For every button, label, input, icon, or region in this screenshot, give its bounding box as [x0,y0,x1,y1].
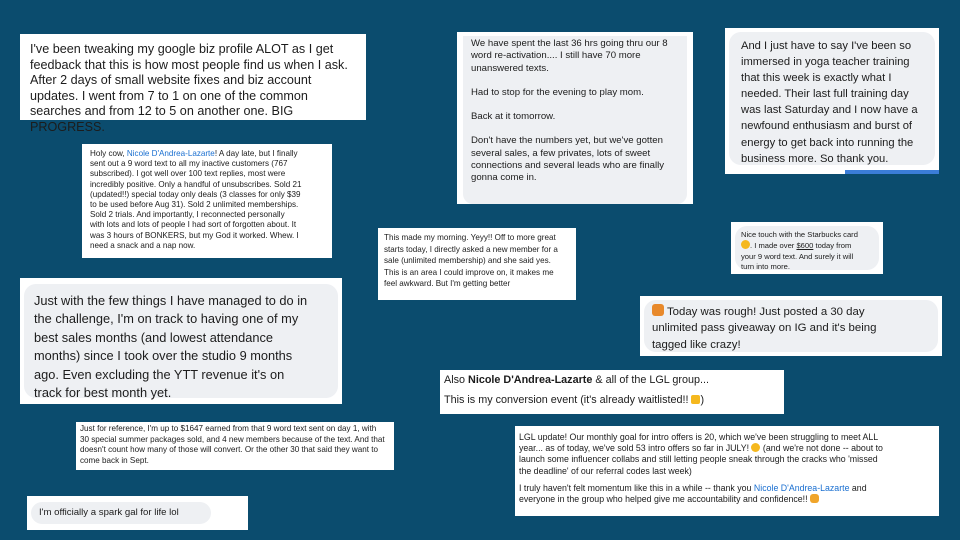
testimonial-lgl-update [515,426,939,516]
text-segment: everyone in the group who helped give me accountability and confidence!! [519,494,810,505]
amount-link[interactable]: $600 [796,241,814,251]
text-line: unanswered texts. [471,62,549,74]
text-line: subscribed). I got well over 100 text replies, most were [90,169,286,179]
testimonial-made-my-morning [378,228,576,300]
testimonial-google-biz [20,34,366,134]
party-popper-emoji-icon [691,395,700,404]
text-line: ago. Even excluding the YTT revenue it's on [34,366,285,382]
text-line: was 3 hours of BONKERS, but my God it worked. Whew. I [90,230,299,240]
text-line: LGL update! Our monthly goal for intro offers is 20, which we've been struggling to meet ALL [519,432,879,442]
text-line: searches and from 12 to 5 on another one. BIG PROGRESS. [30,104,294,134]
text-line: your 9 word text. And surely it will [741,251,854,261]
text-line: Had to stop for the evening to play mom. [471,86,644,98]
testimonial-conversion-event [440,370,784,414]
text-line: I've been tweaking my google biz profile ALOT as I get [30,42,334,56]
message-bubble [31,502,211,524]
text-line [652,304,930,320]
testimonial-best-sales-month [20,278,342,404]
text-segment: I truly haven't felt momentum like this in a while -- thank you [519,482,754,493]
text-line: (updated!!) special today only deals (3 classes for only $39 [90,189,301,199]
text-segment: This is my conversion event (it's already waitlisted!! [444,394,692,406]
message-bubble [729,32,935,165]
text-segment: and [849,482,867,493]
testimonial-yoga-teacher-training [725,28,939,174]
text-line: sent out a 9 word text to all my inactive customers (767 [90,159,288,169]
text-segment: & all of the LGL group... [592,374,710,386]
text-segment: ! A day late, but I finally [214,149,298,158]
text-line: Just with the few things I have managed to do in [34,293,308,308]
text-line: Don't have the numbers yet, but we've gotten [471,135,663,147]
text-line [90,149,324,159]
text-line: tagged like crazy! [652,338,741,351]
message-bubble [644,300,938,352]
paragraph [471,111,679,123]
text-line: needed. Their last full training day [741,88,909,101]
text-line: Back at it tomorrow. [471,111,556,123]
text-line: This is my conversion event (it's already waitlisted!! ) [444,394,705,406]
text-line: updates. I went from 7 to 1 on one of the common [30,88,308,103]
text-line: with lots and lots of people I had sort of forgotten about. It [90,220,297,230]
message-bubble [735,226,879,270]
text-segment: (and we're not done -- about to [760,443,883,454]
text-segment: year... as of today, we've sold 53 intro offers so far in JULY! [519,443,752,454]
text-line: I'm officially a spark gal for life lol [39,507,179,518]
testimonial-reactivation-texts [457,32,693,204]
paragraph [471,135,679,184]
text-segment: Today was rough! Just posted a 30 day [664,306,865,318]
testimonial-1647-earned [76,422,394,470]
reply-bubble-edge [845,170,939,174]
text-line [444,374,780,386]
text-line: feedback that this is how most people find us when I ask. [30,57,348,72]
testimonial-holy-cow [82,144,332,258]
text-line: Just for reference, I'm up to $1647 earned from that 9 word text sent on day 1, with [80,424,377,433]
text-line [519,483,935,494]
testimonial-spark-gal [27,496,248,530]
text-line: come back in Sept. [80,455,149,465]
text-line: business more. So thank you. [741,152,889,165]
text-line: unlimited pass giveaway on IG and it's being [652,322,877,335]
user-mention[interactable]: Nicole D'Andrea-Lazarte [468,374,593,386]
testimonial-ig-giveaway [640,296,942,356]
text-line: This made my morning. Yeyy!! Off to more great [384,233,556,242]
text-line: that this week is exactly what I [741,72,892,85]
text-line: energy to get back into running the [741,136,914,149]
text-line: sale (unlimited membership) and she said yes. [384,256,551,265]
text-line: gonna come in. [471,172,537,184]
text-segment: Also [444,374,469,386]
text-segment: today from [813,241,852,251]
text-line: connections and several leads who are finally [471,160,665,172]
user-mention[interactable]: Nicole D'Andrea-Lazarte [753,482,850,493]
text-line: track for best month yet. [34,385,172,401]
text-line: After 2 days of small website fixes and biz account [30,73,312,88]
text-line: was last Saturday and I now have a [741,104,918,117]
text-line: immersed in yoga teacher training [741,56,910,69]
text-line: the deadline' of our referral codes last week) [519,465,692,476]
user-mention[interactable]: Nicole D'Andrea-Lazarte [126,149,215,158]
text-line: months) since I took over the studio 9 months [34,348,293,364]
text-line: 30 special summer packages sold, and 4 new members because of the text. And that [80,434,385,444]
text-line: incredibly positive. Only a handful of unsubscribes. Sold 21 [90,179,302,189]
paragraph [471,87,679,99]
text-line: several sales, a few privates, lots of sweet [471,147,651,159]
woman-raising-hand-emoji-icon [652,304,664,316]
text-segment: . I made over [750,241,797,251]
text-line: And I just have to say I've been so [741,40,912,52]
text-line: need a snack and a nap now. [90,240,196,250]
text-line: Nice touch with the Starbucks card [741,230,858,239]
text-line: best sales months (and lowest attendance [34,329,274,345]
text-line: This is an area I could improve on, it makes me [384,267,554,277]
text-line: newfound enthusiasm and burst of [741,120,913,133]
text-line: We have spent the last 36 hrs going thru our 8 [471,38,668,49]
text-line: the challenge, I'm on track to having one of my [34,311,299,327]
text-line [741,240,873,251]
text-line: feel awkward. But I'm getting better [384,279,511,288]
text-line [519,443,935,454]
text-line: turn into more. [741,262,790,272]
text-line: starts today, I directly asked a new member for a [384,244,558,254]
text-line: word re-activation.... I still have 70 more [471,50,641,62]
message-bubble [24,284,338,401]
text-line: Sold 2 trials. And importantly, I reconnected personally [90,210,285,220]
paragraph [471,38,679,75]
text-line: to be used before Aug 31). Sold 2 unlimited memberships. [90,200,299,210]
text-line: launch some influencer collabs and still letting people sneak through the cracks who 'missed [519,454,878,465]
text-segment: Holy cow, [90,149,127,158]
text-line: doesn't count how many of those will convert. Or the other 30 that said they want to [80,445,379,455]
smile-emoji-icon [741,240,750,249]
testimonial-starbucks-card [731,222,883,274]
message-bubble [463,36,687,204]
text-line [519,494,935,505]
flexed-biceps-emoji-icon [810,494,819,503]
